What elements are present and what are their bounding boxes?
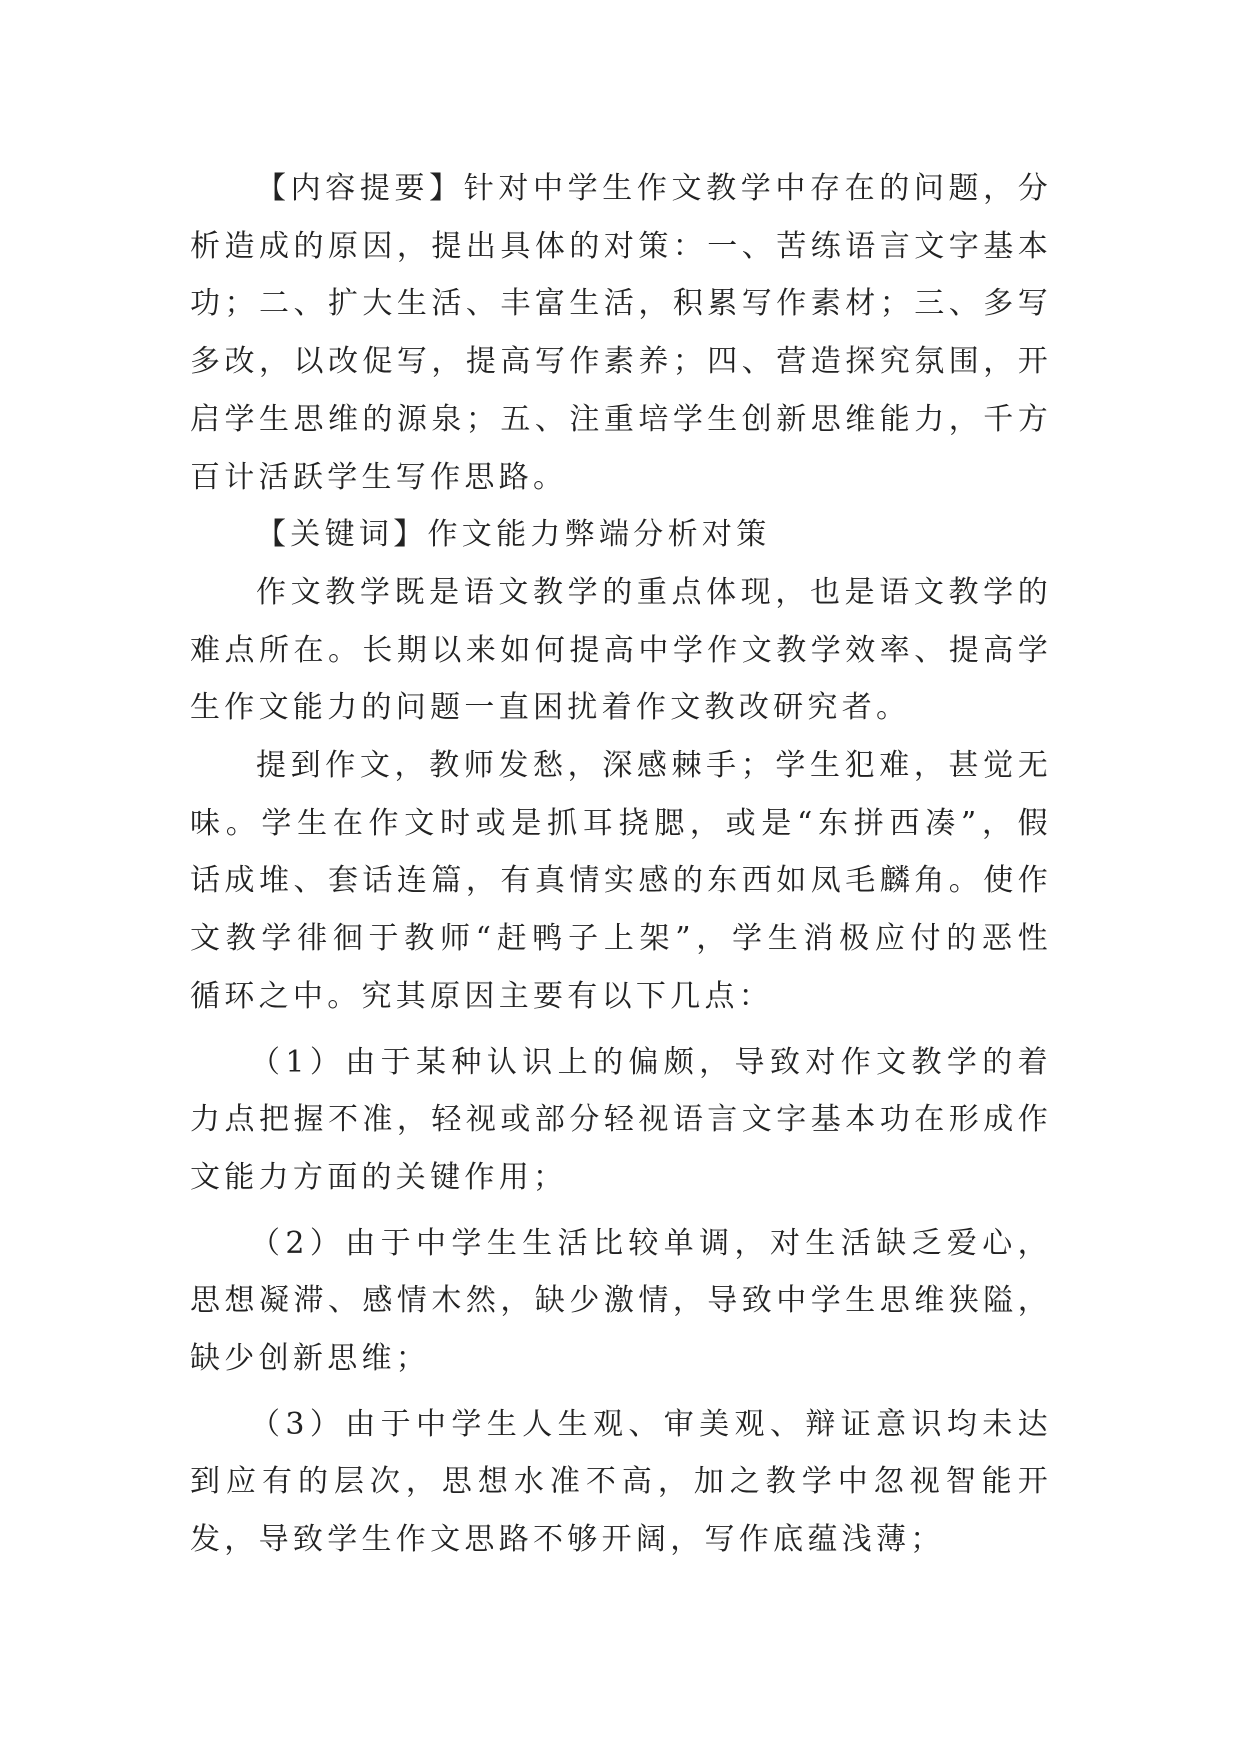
abstract-paragraph: 【内容提要】针对中学生作文教学中存在的问题，分析造成的原因，提出具体的对策：一、苦练语言文字基本功；二、扩大生活、丰富生活，积累写作素材；三、多写多改，以改促写，提高写作素养；四、营造探究氛围，开启学生思维的源泉；五、注重培学生创新思维能力，千方百计活跃学生写作思路。 — [190, 171, 1052, 495]
problem-paragraph: 提到作文，教师发愁，深感棘手；学生犯难，甚觉无味。学生在作文时或是抓耳挠腮，或是“东拼西凑”，假话成堆、套话连篇，有真情实感的东西如凤毛麟角。使作文教学徘徊于教师“赶鸭子上架”，学生消极应付的恶性循环之中。究其原因主要有以下几点： — [190, 748, 1052, 1014]
keywords-paragraph: 【关键词】作文能力弊端分析对策 — [256, 517, 771, 553]
reason-item-1: （1）由于某种认识上的偏颇，导致对作文教学的着力点把握不准，轻视或部分轻视语言文字基本功在形成作文能力方面的关键作用； — [190, 1044, 1052, 1195]
document-body — [190, 160, 1052, 1569]
reason-item-2: （2）由于中学生生活比较单调，对生活缺乏爱心，思想凝滞、感情木然，缺少激情，导致中学生思维狭隘，缺少创新思维； — [190, 1225, 1052, 1377]
reason-item-3: （3）由于中学生人生观、审美观、辩证意识均未达到应有的层次，思想水准不高，加之教学中忽视智能开发，导致学生作文思路不够开阔，写作底蕴浅薄； — [190, 1406, 1052, 1558]
intro-paragraph: 作文教学既是语文教学的重点体现，也是语文教学的难点所在。长期以来如何提高中学作文教学效率、提高学生作文能力的问题一直困扰着作文教改研究者。 — [190, 574, 1052, 726]
